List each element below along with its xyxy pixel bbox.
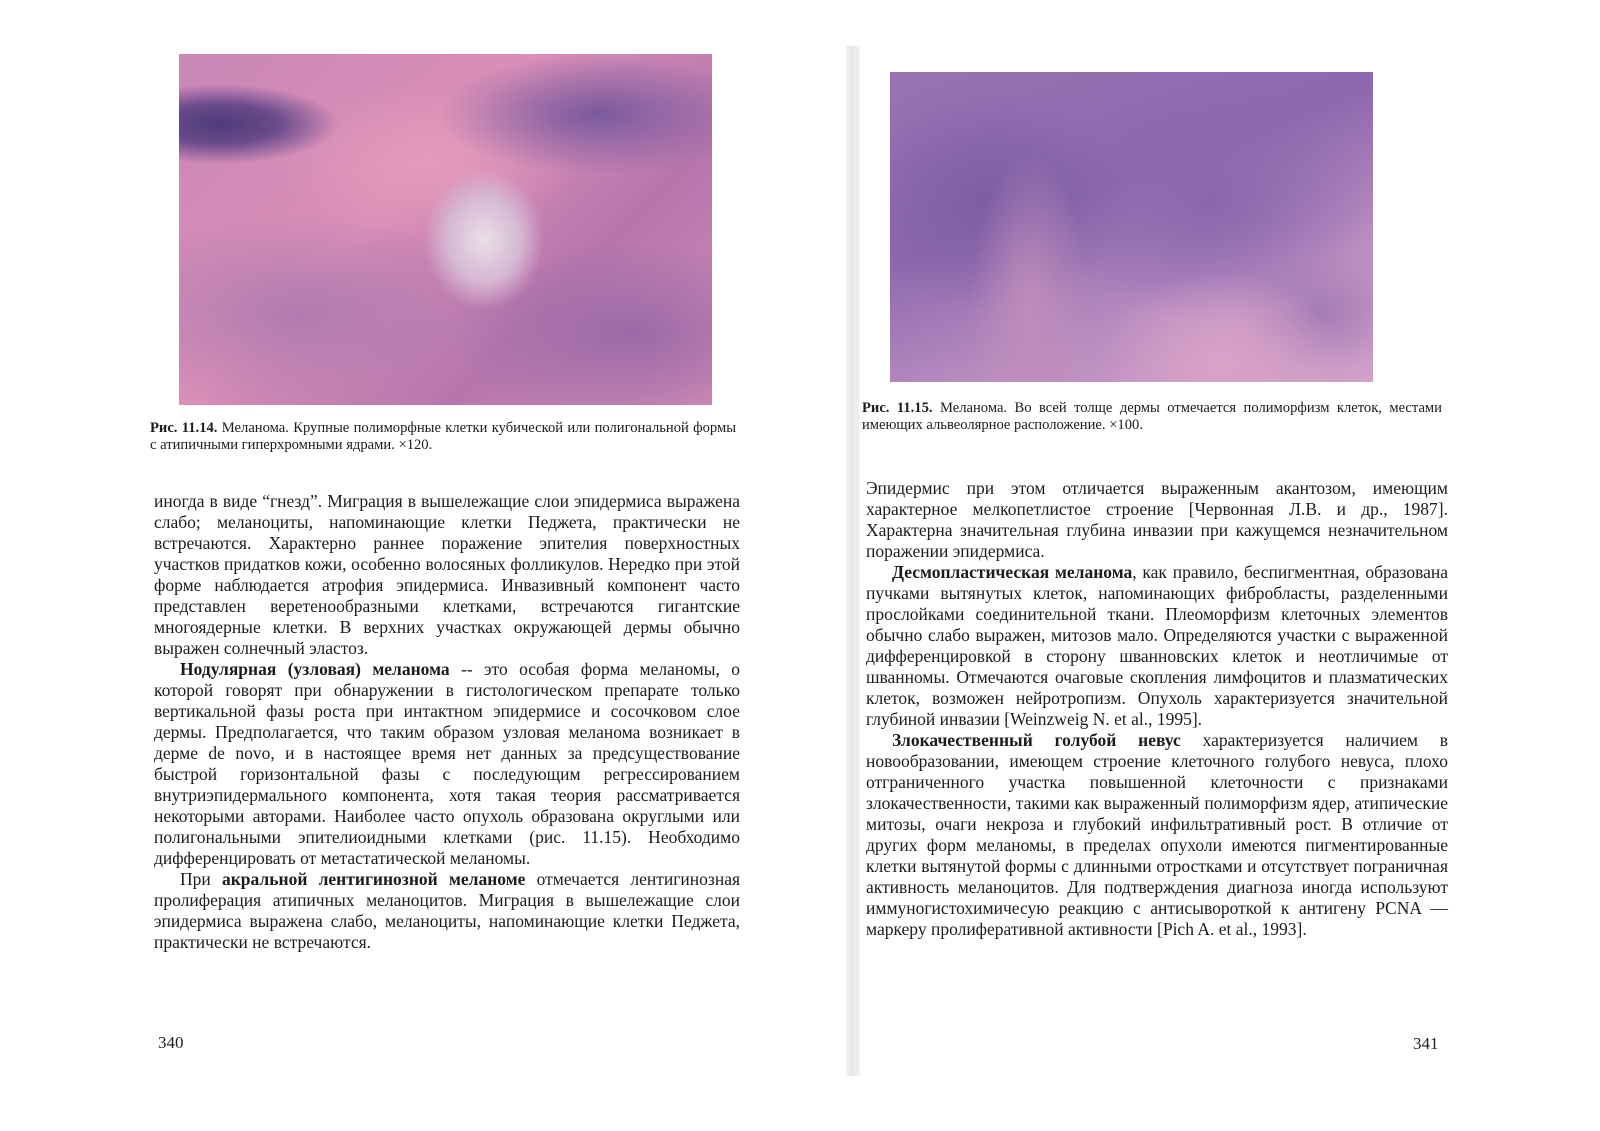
paragraph: Эпидермис при этом отличается выраженным акантозом, имеющим характерное мелкопетлистое строение [Червонная Л.В. и др., 1987]. Характерна значительная глубина инвазии при кажущемся незначительном поражении эпидермиса. [866, 478, 1448, 561]
paragraph: Десмопластическая меланома, как правило, беспигментная, образована пучками вытянутых клеток, напоминающих фибробласты, разделенными прослойками соединительной ткани. Плеоморфизм клеточных элементов обычно слабо выражен, митозов мало. Определяются участки с выраженной дифференцировкой в сторону шванновских клеток и неотличимые от шванномы. Отмечаются очаговые скопления лимфоцитов и плазматических клеток, возможен нейротропизм. Опухоль характеризуется значительной глубиной инвазии [Weinzweig N. et al., 1995]. [866, 562, 1449, 729]
paragraph: При акральной лентигинозной меланоме отмечается лентигинозная пролиферация атипичных меланоцитов. Миграция в вышележащие слои эпидермиса выражена слабо, меланоциты, напоминающие клетки Педжета, практически не встречаются. [154, 869, 741, 952]
histology-photo-fig-11-15 [890, 62, 1373, 382]
term: Нодулярная (узловая) меланома [180, 659, 450, 679]
figure-caption-text: Меланома. Во всей толще дермы отмечается полиморфизм клеток, местами имеющих альвеолярное расположение. ×100. [862, 400, 1442, 433]
histology-photo-fig-11-14 [179, 54, 712, 405]
figure-label: Рис. 11.15. [862, 400, 933, 416]
term: Злокачественный голубой невус [892, 730, 1181, 750]
page-number: 341 [1413, 1034, 1439, 1053]
paragraph: Злокачественный голубой невус характеризуется наличием в новообразовании, имеющем строение клеточного голубого невуса, плохо отграниченного участка повышенной клеточности с признаками злокачественности, такими как выраженный полиморфизм ядер, атипические митозы, очаги некроза и глубокий инфильтративный рост. В отличие от других форм меланомы, в пределах опухоли имеются пигментированные клетки вытянутой формы с длинными отростками и отсутствует пограничная активность меланоцитов. Для подтверждения диагноза иногда используют иммуногистохимичесую реакцию с антисывороткой к антигену PCNA — маркеру пролиферативной активности [Pich A. et al., 1993]. [866, 730, 1448, 939]
left-body-text [154, 491, 740, 953]
right-body-text [866, 478, 1448, 940]
term: Десмопластическая меланома [892, 562, 1133, 582]
figure-caption-11-15 [862, 400, 1442, 434]
figure-caption-11-14 [150, 420, 736, 454]
figure-caption-text: Меланома. Крупные полиморфные клетки кубической или полигональной формы с атипичными гиперхромными ядрами. ×120. [150, 420, 736, 453]
paragraph: иногда в виде “гнезд”. Миграция в вышележащие слои эпидермиса выражена слабо; меланоциты, напоминающие клетки Педжета, практически не встречаются. Характерно раннее поражение эпителия поверхностных участков придатков кожи, особенно волосяных фолликулов. Нередко при этой форме наблюдается атрофия эпидермиса. Инвазивный компонент часто представлен веретенообразными клетками, встречаются гигантские многоядерные клетки. В верхних участках окружающей дермы обычно выражен солнечный эластоз. [154, 491, 740, 658]
paragraph: Нодулярная (узловая) меланома -- это особая форма меланомы, о которой говорят при обнаружении в гистологическом препарате только вертикальной фазы роста при интактном эпидермисе и сосочковом слое дермы. Предполагается, что таким образом узловая меланома возникает в дерме de novo, и в настоящее время нет данных за предсуществование быстрой горизонтальной фазы с последующим регрессированием внутриэпидермального компонента, хотя такая теория рассматривается некоторыми авторами. Наиболее часто опухоль образована округлыми или полигональными эпителиоидными клетками (рис. 11.15). Необходимо дифференцировать от метастатической меланомы. [154, 659, 741, 868]
term: акральной лентигинозной меланоме [221, 869, 526, 889]
page-number: 340 [158, 1033, 184, 1052]
figure-label: Рис. 11.14. [150, 420, 218, 436]
